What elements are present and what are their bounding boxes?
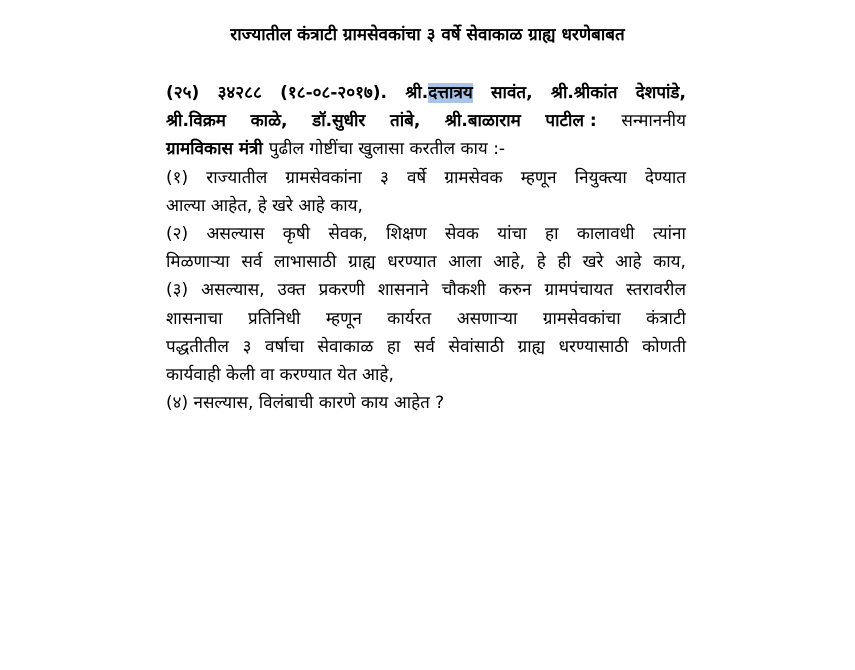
word: वर्षाचा (265, 336, 304, 357)
question-date: (१८-०८-२०१७). (280, 83, 387, 103)
word: सर्व (241, 252, 263, 273)
word: ग्रामपंचायत (544, 280, 614, 301)
question-4-line: (४) नसल्यास, विलंबाची कारणे काय आहेत ? (166, 393, 445, 414)
member-1-surname: सावंत, (491, 83, 533, 103)
word: शासनाने (377, 280, 429, 301)
member-1 (405, 79, 472, 107)
member-4-first: डॉ.सुधीर (312, 111, 366, 132)
word: कृषी (282, 224, 311, 245)
word: असल्यास, (201, 280, 265, 301)
honorific: सन्माननीय (621, 111, 686, 132)
word: ग्रामसेवक (444, 167, 503, 188)
question-3-line-4: कार्यवाही केली वा करण्यात येत आहे, (166, 365, 394, 386)
word: प्रतिनिधी (247, 308, 301, 329)
word: चौकशी (441, 280, 486, 301)
member-1-prefix: श्री. (405, 83, 429, 103)
word: कालावधी (576, 224, 635, 245)
word: सेवांसाठी (448, 336, 504, 357)
word: शासनाचा (166, 308, 223, 329)
word: लाभासाठी (274, 252, 337, 273)
word: स्तरावरील (625, 280, 686, 301)
word: ग्राह्य (348, 252, 376, 273)
word: हा (386, 336, 401, 357)
word: ग्रामसेवकांना (285, 167, 362, 188)
member-4-surname: तांबे, (390, 111, 421, 132)
word: उक्त (277, 280, 306, 301)
question-3-line-3 (166, 333, 686, 361)
word: काय, (653, 252, 686, 273)
word: पद्धतीतील (166, 336, 229, 357)
member-3-first: श्री.विक्रम (166, 111, 226, 132)
word: आहे (615, 252, 642, 273)
member-2-first: श्री.श्रीकांत (550, 83, 618, 103)
word: मिळणाऱ्या (166, 252, 230, 273)
document-title: राज्यातील कंत्राटी ग्रामसेवकांचा ३ वर्षे सेवाकाळ ग्राह्य धरणेबाबत (230, 25, 625, 45)
word: ग्राह्य (517, 336, 545, 357)
word: त्यांना (652, 224, 686, 245)
member-3-surname: काळे, (250, 111, 288, 132)
header-line-3 (166, 135, 686, 163)
word: सेवक, (328, 224, 368, 245)
word: असल्यास (206, 224, 265, 245)
question-1-line-2: आल्या आहेत, हे खरे आहे काय, (166, 195, 363, 216)
word: सर्व (413, 336, 435, 357)
word: देण्यात (644, 167, 686, 188)
question-2-line-2 (166, 248, 686, 276)
member-2-surname: देशपांडे, (635, 83, 686, 103)
word: आहे, (493, 252, 526, 273)
word: (२) (166, 224, 189, 245)
word: हे (536, 252, 546, 273)
word: राज्यातील (206, 167, 268, 188)
word: सेवक (444, 224, 479, 245)
question-1-line-1 (166, 164, 686, 192)
word: सेवाकाळ (317, 336, 374, 357)
word: असणाऱ्या (456, 308, 518, 329)
word: ३ (379, 167, 389, 188)
question-body (166, 79, 686, 417)
word: ३ (242, 336, 252, 357)
question-number: (२५) (166, 83, 200, 103)
word: नियुक्त्या (574, 167, 627, 188)
question-2-line-1 (166, 220, 686, 248)
selected-text-highlight[interactable]: दत्तात्रय (428, 83, 473, 103)
question-3-line-2 (166, 305, 686, 333)
word: यांचा (497, 224, 527, 245)
question-id: ३४२८८ (217, 83, 262, 103)
word: कार्यरत (387, 308, 432, 329)
word: (३) (166, 280, 189, 301)
word: म्हणून (520, 167, 557, 188)
header-line-1 (166, 79, 686, 107)
word: वर्षे (406, 167, 427, 188)
word: कोणती (642, 336, 686, 357)
word: आला (448, 252, 482, 273)
minister: ग्रामविकास मंत्री (166, 139, 263, 160)
word: हा (545, 224, 559, 245)
word: (१) (166, 167, 189, 188)
question-intro: पुढील गोष्टींचा खुलासा करतील काय :- (268, 139, 506, 160)
word: ग्रामसेवकांचा (542, 308, 621, 329)
header-line-2 (166, 107, 686, 135)
word: खरे (582, 252, 604, 273)
word: प्रकरणी (318, 280, 365, 301)
question-3-line-1 (166, 276, 686, 304)
word: म्हणून (325, 308, 362, 329)
word: शिक्षण (386, 224, 427, 245)
word: कंत्राटी (646, 308, 686, 329)
member-5-surname: पाटील : (545, 111, 597, 132)
word: धरण्यात (387, 252, 437, 273)
word: धरण्यासाठी (558, 336, 629, 357)
word: ही (557, 252, 571, 273)
member-5-first: श्री.बाळाराम (444, 111, 521, 132)
word: करुन (498, 280, 532, 301)
